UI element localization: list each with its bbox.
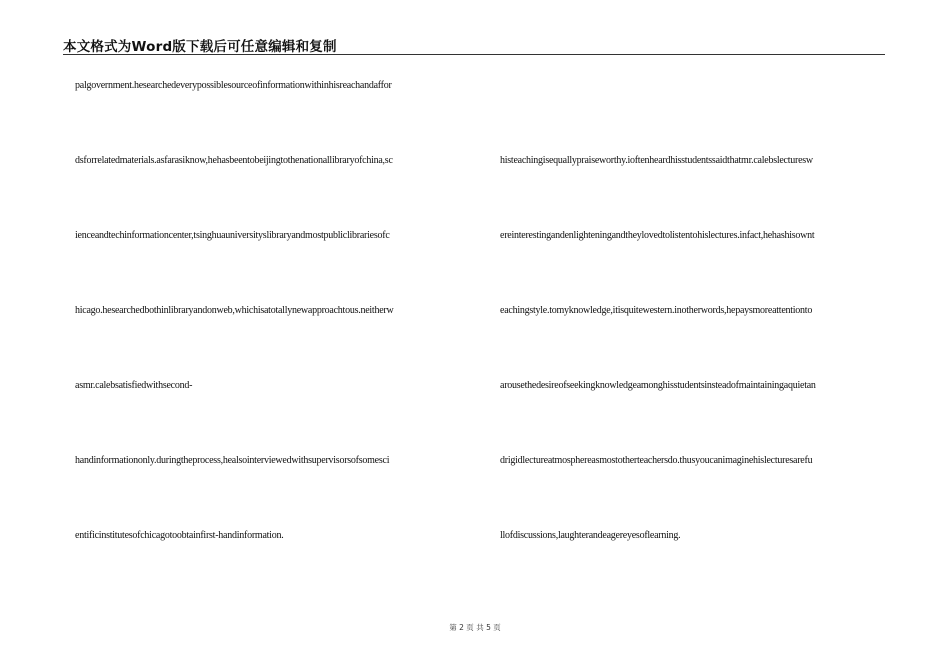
text-line: eachingstyle.tomyknowledge,itisquitewestern.inotherwords,hepaysmoreattentionto (500, 305, 813, 316)
page-number: 第 2 页 共 5 页 (449, 623, 501, 632)
text-line: ereinterestingandenlighteningandtheylovedtolistentohislectures.infact,hehashisownt (500, 230, 815, 241)
text-line: handinformationonly.duringtheprocess,healsointerviewedwithsupervisorsofsomesci (75, 455, 390, 466)
text-line: palgovernment.hesearchedeverypossiblesourceofinformationwithinhisreachandaffor (75, 80, 392, 91)
text-line: drigidlectureatmosphereasmostotherteachersdo.thusyoucanimaginehislecturesarefu (500, 455, 813, 466)
text-line: histeachingisequallypraiseworthy.ioftenheardhisstudentssaidthatmr.calebslecturesw (500, 155, 813, 166)
text-line: entificinstitutesofchicagotoobtainfirst-handinformation. (75, 530, 284, 541)
text-line: hicago.hesearchedbothinlibraryandonweb,whichisatotallynewapproachtous.neitherw (75, 305, 394, 316)
text-line: arousethedesireofseekingknowledgeamonghisstudentsinsteadofmaintainingaquietan (500, 380, 816, 391)
text-line: dsforrelatedmaterials.asfarasiknow,hehasbeentobeijingtothenationallibraryofchina,sc (75, 155, 393, 166)
page-header (63, 34, 885, 55)
text-line: llofdiscussions,laughterandeagereyesoflearning. (500, 530, 681, 541)
header-title: 本文格式为Word版下载后可任意编辑和复制 (63, 39, 337, 55)
text-line: ienceandtechinformationcenter,tsinghuauniversityslibraryandmostpubliclibrariesofc (75, 230, 390, 241)
text-line: asmr.calebsatisfiedwithsecond- (75, 380, 193, 391)
